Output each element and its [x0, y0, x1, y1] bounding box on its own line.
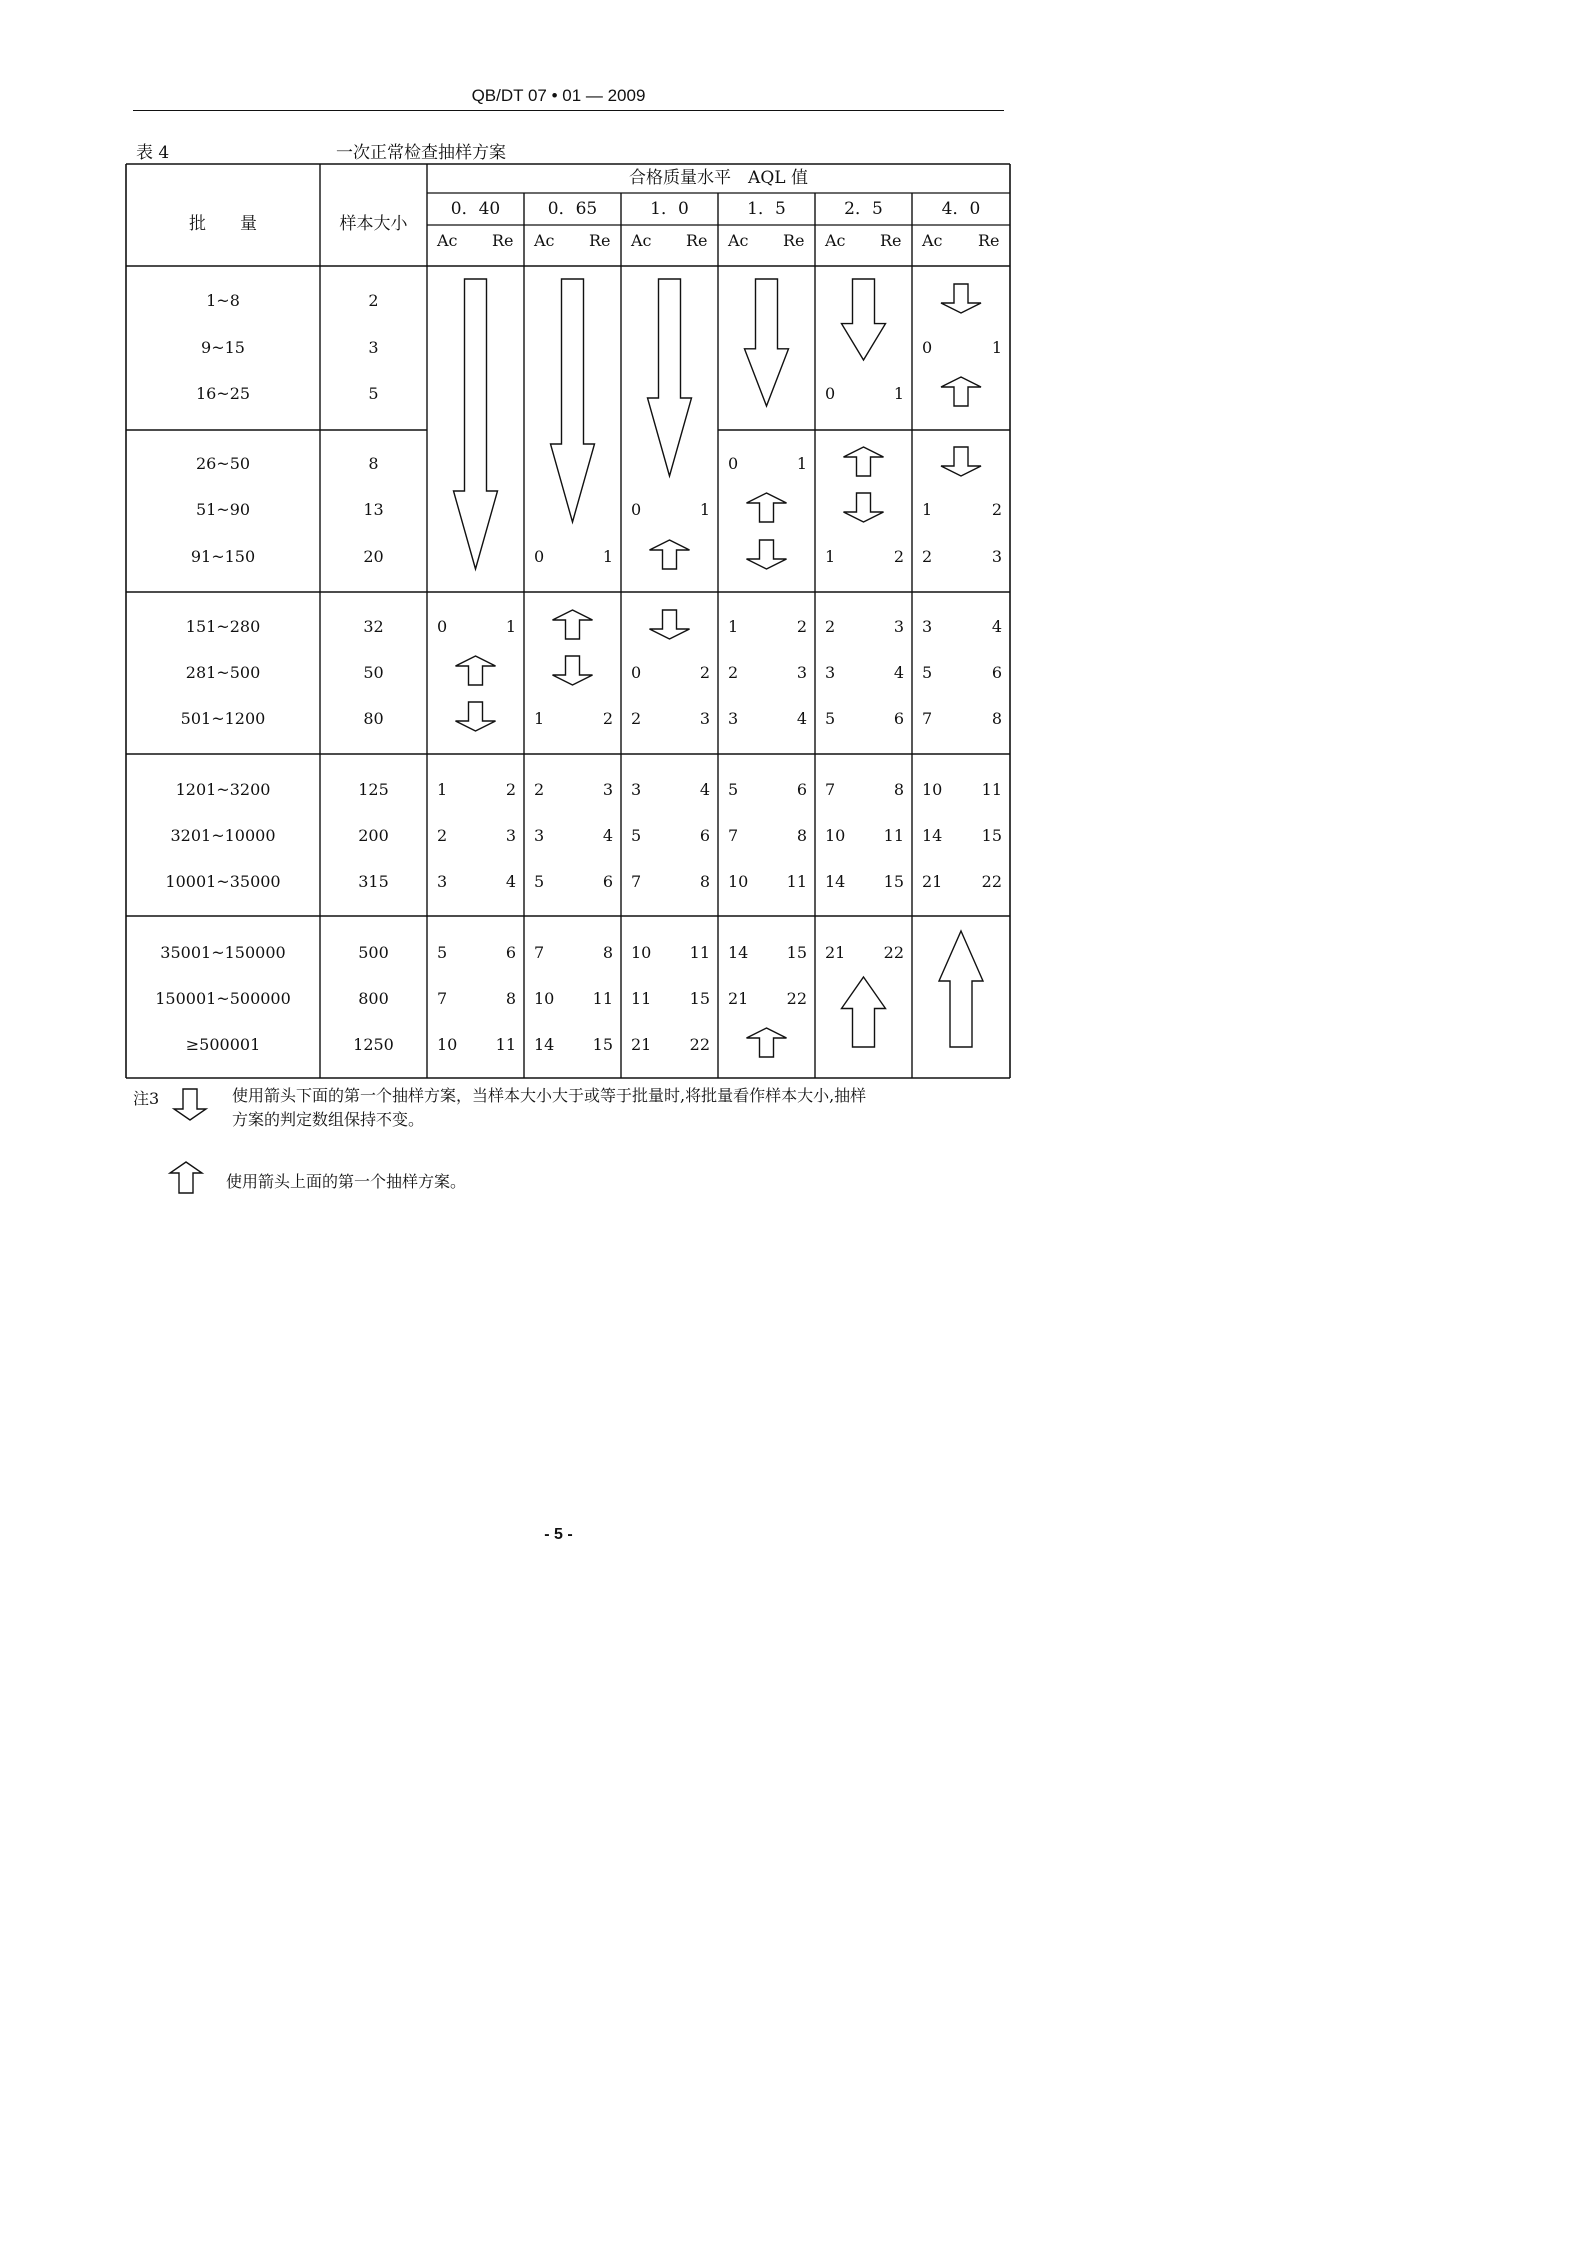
re-value: 2	[893, 547, 904, 566]
re-value: 8	[602, 943, 613, 962]
re-value: 4	[602, 826, 613, 845]
ac-value: 10	[631, 943, 652, 962]
header-re: Re	[978, 231, 1000, 250]
note-up-arrow-text: 使用箭头上面的第一个抽样方案。	[226, 1172, 467, 1191]
table-title: 一次正常检查抽样方案	[336, 143, 506, 163]
ac-value: 10	[437, 1035, 458, 1054]
ac-value: 10	[728, 872, 749, 891]
re-value: 4	[796, 709, 807, 728]
ac-value: 1	[922, 500, 933, 519]
re-value: 3	[796, 663, 807, 682]
sample-size-value: 2	[368, 291, 379, 310]
re-value: 8	[505, 989, 516, 1008]
re-value: 22	[689, 1035, 710, 1054]
sample-size-value: 1250	[353, 1035, 394, 1054]
re-value: 6	[699, 826, 710, 845]
header-re: Re	[783, 231, 805, 250]
sample-size-value: 5	[368, 384, 379, 403]
lot-size-value: 3201~10000	[170, 826, 276, 845]
re-value: 8	[893, 780, 904, 799]
re-value: 1	[991, 338, 1002, 357]
re-value: 1	[699, 500, 710, 519]
re-value: 6	[991, 663, 1002, 682]
sample-size-value: 200	[358, 826, 389, 845]
small-up-arrow-icon	[553, 610, 593, 639]
ac-value: 3	[631, 780, 642, 799]
re-value: 6	[893, 709, 904, 728]
header-re: Re	[492, 231, 514, 250]
header-aql-value: 1．0	[650, 199, 689, 219]
standard-code: QB/DT 07 • 01 — 2009	[471, 86, 646, 105]
re-value: 11	[981, 780, 1002, 799]
lot-size-value: 35001~150000	[160, 943, 286, 962]
ac-value: 0	[631, 663, 642, 682]
lot-size-value: 1~8	[206, 291, 240, 310]
lot-size-value: 16~25	[195, 384, 251, 403]
table-label: 表 4	[136, 143, 170, 163]
note-label: 注3	[133, 1089, 160, 1108]
note-down-line-1: 使用箭头下面的第一个抽样方案，当样本大小大于或等于批量时,将批量看作样本大小,抽样	[232, 1086, 867, 1105]
note-down-arrow-text	[232, 1084, 866, 1132]
small-down-arrow-icon	[553, 656, 593, 685]
re-value: 2	[796, 617, 807, 636]
ac-value: 10	[825, 826, 846, 845]
ac-value: 11	[631, 989, 652, 1008]
re-value: 15	[786, 943, 807, 962]
ac-value: 21	[728, 989, 749, 1008]
header-re: Re	[880, 231, 902, 250]
small-up-arrow-icon	[747, 493, 787, 522]
header-lot-size: 批 量	[189, 214, 257, 234]
header-ac: Ac	[631, 231, 652, 250]
ac-value: 5	[437, 943, 448, 962]
sample-size-value: 50	[363, 663, 384, 682]
lot-size-value: 151~280	[185, 617, 261, 636]
small-up-arrow-icon	[844, 447, 884, 476]
lot-size-value: 501~1200	[180, 709, 266, 728]
re-value: 8	[796, 826, 807, 845]
long-down-arrow-icon	[648, 279, 692, 476]
re-value: 1	[602, 547, 613, 566]
sample-size-value: 8	[368, 454, 379, 473]
re-value: 6	[796, 780, 807, 799]
sample-size-value: 500	[358, 943, 389, 962]
re-value: 3	[893, 617, 904, 636]
lot-size-value: 10001~35000	[165, 872, 281, 891]
ac-value: 5	[922, 663, 933, 682]
ac-value: 21	[825, 943, 846, 962]
small-up-arrow-icon	[941, 377, 981, 406]
re-value: 4	[893, 663, 904, 682]
lot-size-value: 91~150	[190, 547, 256, 566]
ac-value: 5	[534, 872, 545, 891]
ac-value: 3	[825, 663, 836, 682]
re-value: 4	[991, 617, 1002, 636]
header-re: Re	[589, 231, 611, 250]
re-value: 1	[796, 454, 807, 473]
long-up-arrow-icon	[842, 977, 886, 1047]
header-sample-size: 样本大小	[339, 214, 408, 234]
small-down-arrow-icon	[650, 610, 690, 639]
ac-value: 0	[825, 384, 836, 403]
ac-value: 0	[437, 617, 448, 636]
ac-value: 0	[631, 500, 642, 519]
ac-value: 0	[728, 454, 739, 473]
re-value: 2	[602, 709, 613, 728]
ac-value: 0	[922, 338, 933, 357]
ac-value: 7	[728, 826, 739, 845]
ac-value: 3	[437, 872, 448, 891]
ac-value: 7	[922, 709, 933, 728]
re-value: 2	[505, 780, 516, 799]
ac-value: 1	[534, 709, 545, 728]
note-down-arrow-icon	[174, 1089, 206, 1120]
ac-value: 2	[631, 709, 642, 728]
ac-value: 5	[631, 826, 642, 845]
small-up-arrow-icon	[650, 540, 690, 569]
ac-value: 21	[631, 1035, 652, 1054]
re-value: 8	[991, 709, 1002, 728]
lot-size-value: 51~90	[195, 500, 251, 519]
sample-size-value: 125	[358, 780, 389, 799]
ac-value: 2	[825, 617, 836, 636]
sample-size-value: 20	[363, 547, 384, 566]
ac-value: 2	[437, 826, 448, 845]
ac-value: 5	[728, 780, 739, 799]
sample-size-value: 13	[363, 500, 384, 519]
ac-value: 10	[922, 780, 943, 799]
ac-value: 1	[437, 780, 448, 799]
lot-size-value: 9~15	[201, 338, 245, 357]
ac-value: 3	[728, 709, 739, 728]
re-value: 4	[505, 872, 516, 891]
ac-value: 2	[728, 663, 739, 682]
small-down-arrow-icon	[456, 702, 496, 731]
ac-value: 14	[825, 872, 846, 891]
re-value: 11	[786, 872, 807, 891]
re-value: 15	[981, 826, 1002, 845]
ac-value: 14	[728, 943, 749, 962]
ac-value: 7	[437, 989, 448, 1008]
ac-value: 1	[728, 617, 739, 636]
long-down-arrow-icon	[745, 279, 789, 406]
header-ac: Ac	[825, 231, 846, 250]
small-down-arrow-icon	[747, 540, 787, 569]
sample-size-value: 800	[358, 989, 389, 1008]
page-number: - 5 -	[544, 1526, 573, 1543]
re-value: 1	[893, 384, 904, 403]
re-value: 1	[505, 617, 516, 636]
re-value: 6	[602, 872, 613, 891]
ac-value: 14	[922, 826, 943, 845]
sampling-table-grid	[0, 0, 1117, 1580]
re-value: 2	[991, 500, 1002, 519]
lot-size-value: 281~500	[185, 663, 261, 682]
header-ac: Ac	[437, 231, 458, 250]
re-value: 2	[699, 663, 710, 682]
lot-size-value: 1201~3200	[175, 780, 271, 799]
lot-size-value: 150001~500000	[155, 989, 291, 1008]
sample-size-value: 3	[368, 338, 379, 357]
ac-value: 3	[534, 826, 545, 845]
re-value: 11	[689, 943, 710, 962]
header-aql-value: 4．0	[941, 199, 981, 219]
lot-size-value: 26~50	[195, 454, 251, 473]
lot-size-value: ≥500001	[185, 1035, 261, 1054]
header-ac: Ac	[728, 231, 749, 250]
ac-value: 2	[534, 780, 545, 799]
ac-value: 7	[631, 872, 642, 891]
long-down-arrow-icon	[454, 279, 498, 569]
header-ac: Ac	[922, 231, 943, 250]
small-down-arrow-icon	[941, 284, 981, 313]
re-value: 6	[505, 943, 516, 962]
ac-value: 10	[534, 989, 555, 1008]
re-value: 3	[991, 547, 1002, 566]
ac-value: 2	[922, 547, 933, 566]
re-value: 4	[699, 780, 710, 799]
header-aql: 合格质量水平 AQL 值	[629, 168, 808, 188]
header-aql-value: 2．5	[844, 199, 883, 219]
re-value: 22	[786, 989, 807, 1008]
header-aql-value: 1．5	[747, 199, 786, 219]
header-aql-value: 0．65	[547, 199, 598, 219]
header-re: Re	[686, 231, 708, 250]
small-up-arrow-icon	[747, 1028, 787, 1057]
long-down-arrow-icon	[551, 279, 595, 522]
ac-value: 0	[534, 547, 545, 566]
long-down-arrow-icon	[842, 279, 886, 360]
note-down-line-2: 方案的判定数组保持不变。	[232, 1110, 425, 1129]
sample-size-value: 80	[363, 709, 384, 728]
note-up-arrow-icon	[170, 1162, 202, 1193]
re-value: 3	[505, 826, 516, 845]
re-value: 11	[883, 826, 904, 845]
header-ac: Ac	[534, 231, 555, 250]
re-value: 22	[981, 872, 1002, 891]
small-down-arrow-icon	[941, 447, 981, 476]
header-aql-value: 0．40	[450, 199, 501, 219]
re-value: 11	[495, 1035, 516, 1054]
ac-value: 7	[534, 943, 545, 962]
re-value: 11	[592, 989, 613, 1008]
re-value: 8	[699, 872, 710, 891]
small-up-arrow-icon	[456, 656, 496, 685]
ac-value: 1	[825, 547, 836, 566]
ac-value: 7	[825, 780, 836, 799]
ac-value: 3	[922, 617, 933, 636]
re-value: 3	[699, 709, 710, 728]
sample-size-value: 32	[363, 617, 384, 636]
ac-value: 5	[825, 709, 836, 728]
re-value: 15	[689, 989, 710, 1008]
re-value: 3	[602, 780, 613, 799]
sample-size-value: 315	[358, 872, 389, 891]
small-down-arrow-icon	[844, 493, 884, 522]
re-value: 22	[883, 943, 904, 962]
re-value: 15	[592, 1035, 613, 1054]
ac-value: 21	[922, 872, 943, 891]
re-value: 15	[883, 872, 904, 891]
long-up-arrow-icon	[939, 931, 983, 1047]
ac-value: 14	[534, 1035, 555, 1054]
